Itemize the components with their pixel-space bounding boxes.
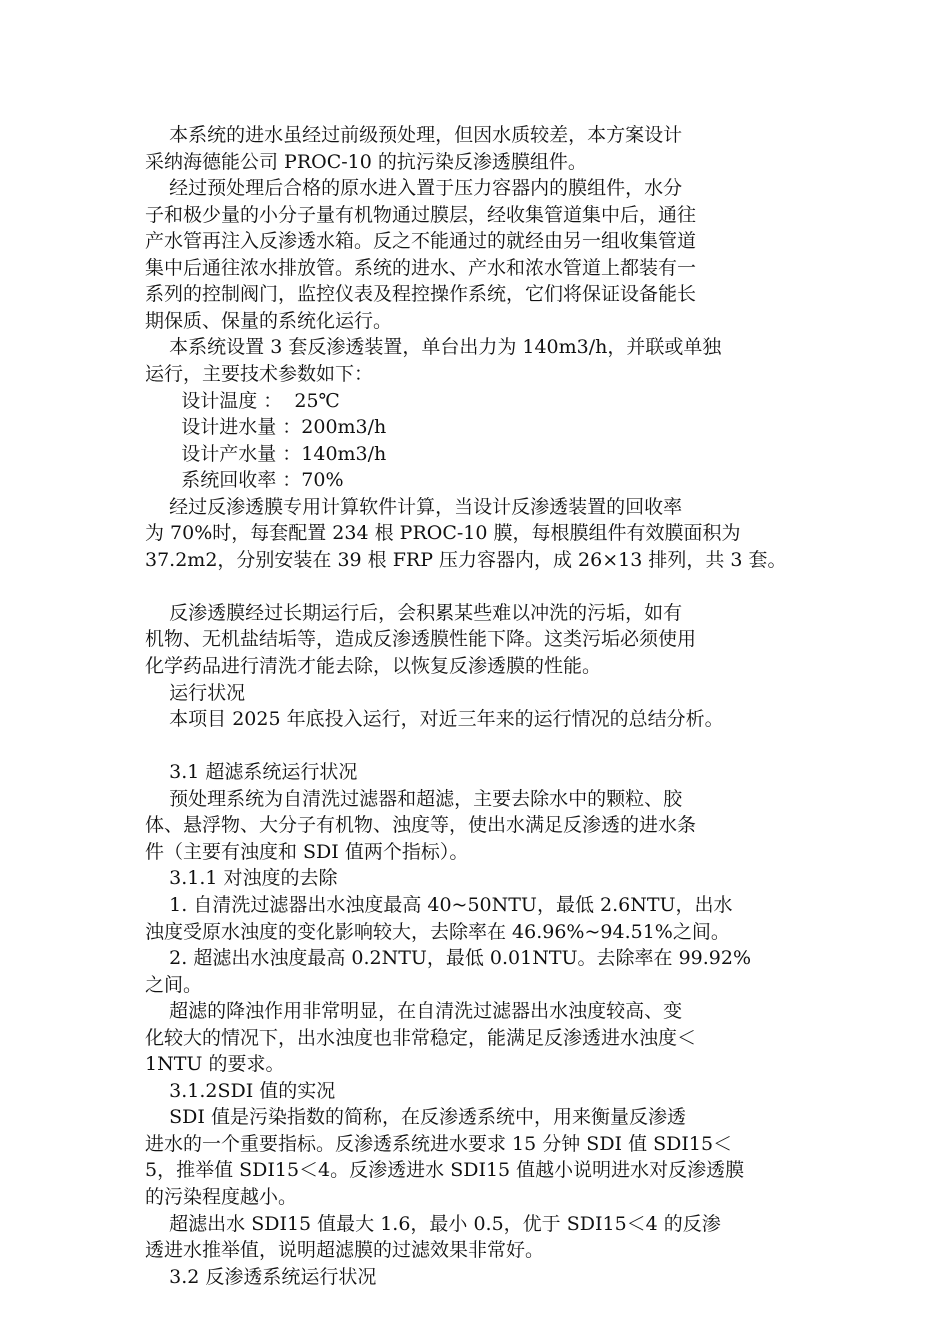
text-line: 1. 自清洗过滤器出水浊度最高 40~50NTU，最低 2.6NTU，出水 bbox=[145, 894, 733, 916]
text-line: 运行，主要技术参数如下： bbox=[145, 363, 374, 385]
text-line: 的污染程度越小。 bbox=[145, 1186, 298, 1208]
text-line: 期保质、保量的系统化运行。 bbox=[145, 310, 393, 332]
text-line: 为 70%时，每套配置 234 根 PROC-10 膜，每根膜组件有效膜面积为 bbox=[145, 522, 741, 544]
text-line: 反渗透膜经过长期运行后，会积累某些难以冲洗的污垢，如有 bbox=[145, 602, 683, 624]
text-line: 预处理系统为自清洗过滤器和超滤，主要去除水中的颗粒、胶 bbox=[145, 788, 683, 810]
text-line: 超滤的降浊作用非常明显，在自清洗过滤器出水浊度较高、变 bbox=[145, 1000, 683, 1022]
text-line: 超滤出水 SDI15 值最大 1.6，最小 0.5，优于 SDI15＜4 的反渗 bbox=[145, 1213, 721, 1235]
text-line: 3.1.1 对浊度的去除 bbox=[145, 867, 338, 889]
text-line: 2. 超滤出水浊度最高 0.2NTU，最低 0.01NTU。去除率在 99.92% bbox=[145, 947, 752, 969]
text-line: SDI 值是污染指数的简称，在反渗透系统中，用来衡量反渗透 bbox=[145, 1106, 686, 1128]
text-line: 化学药品进行清洗才能去除，以恢复反渗透膜的性能。 bbox=[145, 655, 602, 677]
text-line: 5，推举值 SDI15＜4。反渗透进水 SDI15 值越小说明进水对反渗透膜 bbox=[145, 1159, 745, 1181]
text-line: 1NTU 的要求。 bbox=[145, 1053, 285, 1075]
text-line: 设计进水量 ：200m3/h bbox=[145, 416, 387, 438]
text-line: 子和极少量的小分子量有机物通过膜层，经收集管道集中后，通往 bbox=[145, 204, 697, 226]
text-line: 系统回收率 ：70% bbox=[145, 469, 344, 491]
text-line: 采纳海德能公司 PROC-10 的抗污染反渗透膜组件。 bbox=[145, 151, 587, 173]
text-line: 件（主要有浊度和 SDI 值两个指标）。 bbox=[145, 841, 469, 863]
text-line: 进水的一个重要指标。反渗透系统进水要求 15 分钟 SDI 值 SDI15＜ bbox=[145, 1133, 733, 1155]
text-line: 透进水推举值，说明超滤膜的过滤效果非常好。 bbox=[145, 1239, 545, 1261]
text-line: 37.2m2，分别安装在 39 根 FRP 压力容器内，成 26×13 排列，共 3 套。 bbox=[145, 549, 787, 571]
text-line: 化较大的情况下，出水浊度也非常稳定，能满足反渗透进水浊度＜ bbox=[145, 1027, 697, 1049]
text-line: 运行状况 bbox=[145, 682, 246, 704]
text-line: 产水管再注入反渗透水箱。反之不能通过的就经由另一组收集管道 bbox=[145, 230, 697, 252]
text-line: 3.1 超滤系统运行状况 bbox=[145, 761, 358, 783]
text-line: 经过反渗透膜专用计算软件计算，当设计反渗透装置的回收率 bbox=[145, 496, 683, 518]
text-line: 机物、无机盐结垢等，造成反渗透膜性能下降。这类污垢必须使用 bbox=[145, 628, 697, 650]
text-line: 本系统设置 3 套反渗透装置，单台出力为 140m3/h，并联或单独 bbox=[145, 336, 722, 358]
text-line: 集中后通往浓水排放管。系统的进水、产水和浓水管道上都装有一 bbox=[145, 257, 697, 279]
text-line: 3.2 反渗透系统运行状况 bbox=[145, 1266, 377, 1288]
text-line: 3.1.2SDI 值的实况 bbox=[145, 1080, 336, 1102]
text-line: 设计产水量 ：140m3/h bbox=[145, 443, 387, 465]
text-line: 浊度受原水浊度的变化影响较大，去除率在 46.96%~94.51%之间。 bbox=[145, 921, 730, 943]
text-line: 系列的控制阀门，监控仪表及程控操作系统，它们将保证设备能长 bbox=[145, 283, 697, 305]
text-line: 经过预处理后合格的原水进入置于压力容器内的膜组件，水分 bbox=[145, 177, 683, 199]
text-line: 本系统的进水虽经过前级预处理，但因水质较差，本方案设计 bbox=[145, 124, 683, 146]
text-line: 本项目 2025 年底投入运行，对近三年来的运行情况的总结分析。 bbox=[145, 708, 724, 730]
text-line: 设计温度 ： 25℃ bbox=[145, 390, 340, 412]
text-line: 之间。 bbox=[145, 974, 203, 996]
text-line: 体、悬浮物、大分子有机物、浊度等，使出水满足反渗透的进水条 bbox=[145, 814, 697, 836]
